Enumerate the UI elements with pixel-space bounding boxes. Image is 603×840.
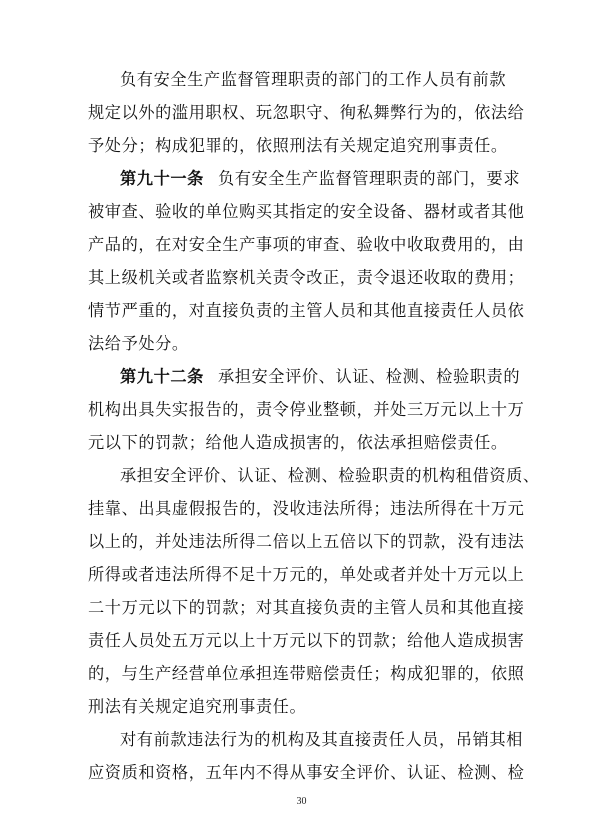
text-line: 所得或者违法所得不足十万元的，单处或者并处十万元以上	[88, 565, 525, 584]
text-line: 予处分；构成犯罪的，依照刑法有关规定追究刑事责任。	[88, 136, 508, 155]
text-line: 产品的，在对安全生产事项的审查、验收中收取费用的，由	[88, 235, 525, 254]
text-line	[88, 162, 521, 195]
article-number: 第九十二条	[120, 367, 204, 386]
text-line: 规定以外的滥用职权、玩忽职守、徇私舞弊行为的，依法给	[88, 103, 525, 122]
paragraph-license-revocation	[88, 723, 525, 789]
text-line	[88, 360, 521, 393]
text-line: 对有前款违法行为的机构及其直接责任人员，吊销其相	[120, 730, 523, 749]
text-line: 机构出具失实报告的，责令停业整顿，并处三万元以上十万	[88, 400, 525, 419]
text-line: 挂靠、出具虚假报告的，没收违法所得；违法所得在十万元	[88, 499, 525, 518]
paragraph-article-92	[88, 360, 525, 459]
text-line: 刑法有关规定追究刑事责任。	[88, 697, 307, 716]
paragraph-article-91	[88, 162, 525, 360]
text-line: 承担安全评价、认证、检测、检验职责的机构租借资质、	[120, 466, 540, 485]
text-line: 应资质和资格，五年内不得从事安全评价、认证、检测、检	[88, 763, 525, 782]
text-line: 负有安全生产监督管理职责的部门的工作人员有前款	[120, 70, 507, 89]
text-line: 其上级机关或者监察机关责令改正，责令退还收取的费用；	[88, 268, 525, 287]
article-number: 第九十一条	[120, 169, 204, 188]
document-body	[88, 63, 540, 789]
text-line: 被审查、验收的单位购买其指定的安全设备、器材或者其他	[88, 202, 525, 221]
text-line: 法给予处分。	[88, 334, 189, 353]
text-span: 负有安全生产监督管理职责的部门，要求	[217, 169, 521, 188]
page-number: 30	[296, 796, 307, 807]
text-line: 情节严重的，对直接负责的主管人员和其他直接责任人员依	[88, 301, 525, 320]
paragraph-supervisor-misconduct	[88, 63, 525, 162]
text-line: 责任人员处五万元以上十万元以下的罚款；给他人造成损害	[88, 631, 525, 650]
text-span: 承担安全评价、认证、检测、检验职责的	[217, 367, 521, 386]
text-line: 元以下的罚款；给他人造成损害的，依法承担赔偿责任。	[88, 433, 508, 452]
text-line: 二十万元以下的罚款；对其直接负责的主管人员和其他直接	[88, 598, 525, 617]
paragraph-false-report	[88, 459, 540, 723]
text-line: 以上的，并处违法所得二倍以上五倍以下的罚款，没有违法	[88, 532, 525, 551]
text-line: 的，与生产经营单位承担连带赔偿责任；构成犯罪的，依照	[88, 664, 525, 683]
